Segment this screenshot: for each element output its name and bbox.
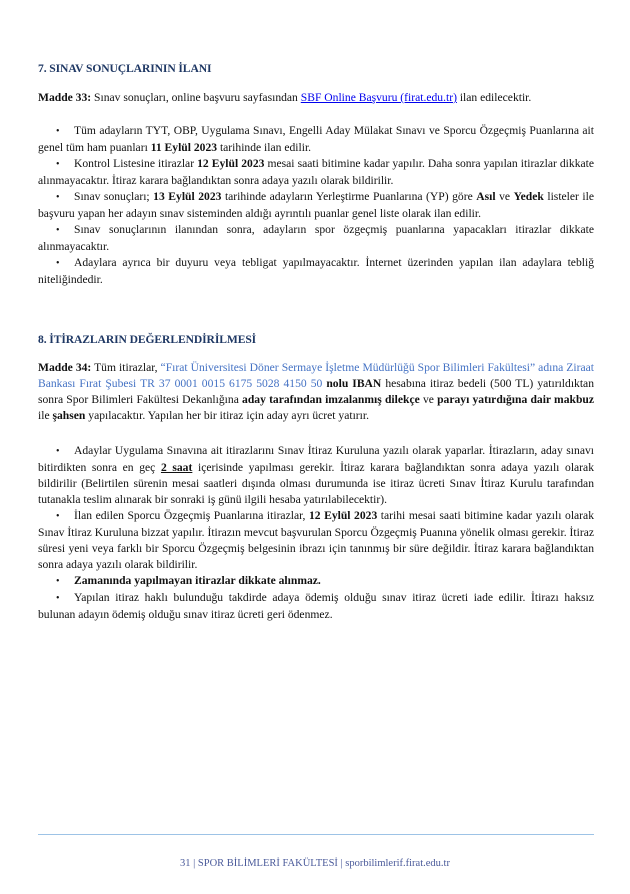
- bullet-icon: •: [56, 446, 60, 457]
- bullet-icon: •: [56, 258, 60, 269]
- bank-account-text: “Fırat Üniversitesi Döner Sermaye İşletme Müdürlüğü Spor Bilimleri Fakültesi” adına Ziraat Bankası Fırat Şubesi TR 37 0001 0015 6175 5028 4150 50: [38, 361, 594, 390]
- list-item: • Sınav sonuçlarının ilanından sonra, adayların spor özgeçmiş puanlarına yapacakları itirazlar dikkate alınmayacaktır.: [38, 223, 594, 253]
- list-item: • Sınav sonuçları; 13 Eylül 2023 tarihinde adayların Yerleştirme Puanlarına (YP) göre Asıl ve Yedek listeler ile başvuru yapan her adayın sınav sisteminden aldığı ayrıntılı puanlar genel liste olarak ilan edilir.: [38, 190, 595, 220]
- section-8-bullet-list: [38, 443, 594, 623]
- madde-34-paragraph: Madde 34: Tüm itirazlar, “Fırat Üniversitesi Döner Sermaye İşletme Müdürlüğü Spor Bilimleri Fakültesi” adına Ziraat Bankası Fırat Şubesi TR 37 0001 0015 6175 5028 4150 50 nolu IBAN hesabına itiraz bedeli (500 TL) yatırıldıktan sonra Spor Bilimleri Fakültesi Dekanlığına aday tarafından imzalanmış dilekçe ve parayı yatırdığına dair makbuz ile şahsen yapılacaktır. Yapılan her bir itiraz için aday ayrı ücret yatırır.: [38, 361, 594, 422]
- madde-33-paragraph: Madde 33: Sınav sonuçları, online başvuru sayfasından SBF Online Başvuru (firat.edu.tr) ilan edilecektir.: [38, 91, 532, 104]
- section-8-heading: 8. İTİRAZLARIN DEĞERLENDİRİLMESİ: [38, 333, 257, 346]
- two-hours-emphasis: 2 saat: [160, 461, 193, 474]
- list-item: • Tüm adayların TYT, OBP, Uygulama Sınavı, Engelli Aday Mülakat Sınavı ve Sporcu Özgeçmiş Puanlarına ait genel tüm ham puanları 11 Eylül 2023 tarihinde ilan edilir.: [38, 124, 594, 154]
- bullet-icon: •: [56, 126, 60, 137]
- list-item: • Kontrol Listesine itirazlar 12 Eylül 2023 mesai saati bitimine kadar yapılır. Daha sonra yapılan itirazlar dikkate alınmayacaktır. İtiraz karara bağlandıktan sonra adaya yazılı olarak bildirilir.: [38, 157, 594, 187]
- section-7-bullet-list: [38, 123, 594, 288]
- sbf-online-basvuru-link[interactable]: SBF Online Başvuru (firat.edu.tr): [300, 91, 457, 104]
- bullet-icon: •: [56, 593, 60, 604]
- bullet-icon: •: [56, 511, 60, 522]
- list-item: • Adaylar Uygulama Sınavına ait itirazlarını Sınav İtiraz Kuruluna yazılı olarak yaparlar. İtirazların, aday sınavı bitirdikten sonra en geç 2 saat içerisinde yapılması gerekir. İtiraz karara bağlandıktan sonra adaya yazılı olarak bildirilir (Belirtilen sürenin mesai saatleri dışında olması durumunda ise itiraz ücreti Sınav İtiraz Kurulu tarafından tutanakla teslim alınarak bir sonraki iş günü ilgili hesaba yatırılabilecektir).: [38, 444, 594, 506]
- bullet-icon: •: [56, 159, 60, 170]
- section-7-heading: 7. SINAV SONUÇLARININ İLANI: [38, 62, 212, 75]
- list-item: • Yapılan itiraz haklı bulunduğu takdirde adaya ödemiş olduğu sınav itiraz ücreti iade edilir. İtirazı haksız bulunan adayın ödemiş olduğu sınav itiraz ücreti geri ödenmez.: [38, 591, 594, 621]
- bullet-icon: •: [56, 192, 60, 203]
- list-item: • Adaylara ayrıca bir duyuru veya tebligat yapılmayacaktır. İnternet üzerinden yapılan ilan adaylara tebliğ niteliğindedir.: [38, 256, 594, 286]
- bullet-icon: •: [56, 576, 60, 587]
- list-item: • Zamanında yapılmayan itirazlar dikkate alınmaz.: [38, 573, 594, 590]
- list-item: • İlan edilen Sporcu Özgeçmiş Puanlarına itirazlar, 12 Eylül 2023 tarihi mesai saati bitimine kadar yazılı olarak Sınav İtiraz Kuruluna bizzat yapılır. İtirazın mevcut başvurulan Sporcu Özgeçmiş Puanına yönelik olması gerekir. İtiraz süresi yeni veya farklı bir Sporcu Özgeçmiş belgesinin ibrazı için tanınmış bir süre değildir. İtiraz karara bağlandıktan sonra adaya yazılı olarak bildirilir.: [38, 509, 594, 571]
- footer-divider: [38, 834, 594, 835]
- page-footer: 31 | SPOR BİLİMLERİ FAKÜLTESİ | sporbilimlerif.firat.edu.tr: [180, 858, 450, 869]
- madde-34-label: Madde 34:: [38, 361, 92, 374]
- bullet-icon: •: [56, 225, 60, 236]
- madde-33-label: Madde 33:: [38, 91, 92, 104]
